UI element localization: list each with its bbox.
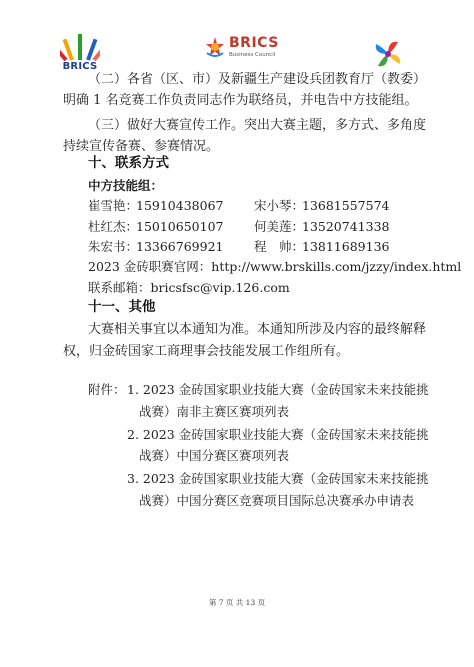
attachment-label: 附件：: [88, 382, 126, 397]
section-10-heading: 十、联系方式: [88, 155, 169, 171]
brics-business-council-logo: [203, 35, 283, 65]
contact-name: 程 帅：: [254, 239, 305, 254]
attachment-1-line-1: 1. 2023 金砖国家职业技能大赛（金砖国家未来技能挑: [127, 382, 429, 397]
brics-logo: [60, 30, 100, 74]
website-label: 2023 金砖职赛官网：: [88, 259, 212, 274]
website-row: [88, 258, 461, 276]
contact-name: 杜红杰：: [88, 219, 139, 234]
brics-logo-text: BRICS: [62, 61, 98, 72]
attachment-3-line-2: 战赛）中国分赛区竞赛项目国际总决赛承办申请表: [139, 493, 415, 508]
contact-phone: 15010650107: [136, 219, 224, 234]
other-line-1: 大赛相关事宜以本通知为准。本通知所涉及内容的最终解释: [88, 322, 427, 337]
page-number: 第 7 页 共 13 页: [208, 598, 266, 607]
brics-flag-fan-icon: [60, 30, 100, 62]
pinwheel-logo: [370, 36, 406, 72]
email-label: 联系邮箱：: [88, 280, 151, 295]
attachment-2-line-2: 战赛）中国分赛区赛项列表: [139, 448, 290, 463]
contact-phone: 13811689136: [302, 239, 390, 254]
council-logo-subtitle: Business Council: [229, 52, 276, 58]
para-3-line-1: （三）做好大赛宣传工作。突出大赛主题，多方式、多角度: [88, 118, 427, 133]
para-3-line-2: 持续宣传备赛、参赛情况。: [63, 139, 220, 154]
contact-name: 崔雪艳：: [88, 198, 139, 213]
contact-phone: 13520741338: [302, 219, 390, 234]
contact-name: 何美莲：: [254, 219, 305, 234]
para-2-line-1: （二）各省（区、市）及新疆生产建设兵团教育厅（教委）: [88, 72, 427, 87]
para-2-line-2: 明确 1 名竞赛工作负责同志作为联络员，并电告中方技能组。: [63, 93, 418, 108]
group-label: 中方技能组：: [88, 178, 164, 193]
contact-row-1: [88, 197, 389, 215]
contact-phone: 13366769921: [136, 239, 224, 254]
attachment-3-line-1: 3. 2023 金砖国家职业技能大赛（金砖国家未来技能挑: [127, 471, 429, 486]
website-link[interactable]: http://www.brskills.com/jzzy/index.html: [211, 259, 462, 274]
other-line-2: 权，归金砖国家工商理事会技能发展工作组所有。: [63, 344, 350, 359]
contact-phone: 13681557574: [302, 198, 390, 213]
email-row: [88, 279, 290, 297]
contact-name: 宋小琴：: [254, 198, 305, 213]
section-11-heading: 十一、其他: [88, 299, 156, 315]
council-emblem-icon: [203, 35, 227, 59]
council-logo-title: BRICS: [229, 35, 279, 51]
contact-name: 朱宏书：: [88, 239, 139, 254]
attachment-1-line-2: 战赛）南非主赛区赛项列表: [139, 404, 290, 419]
attachment-2-line-1: 2. 2023 金砖国家职业技能大赛（金砖国家未来技能挑: [127, 427, 429, 442]
email-link[interactable]: bricsfsc@vip.126.com: [150, 280, 290, 295]
contact-row-3: [88, 238, 389, 256]
pinwheel-icon: [370, 36, 406, 72]
contact-phone: 15910438067: [136, 198, 224, 213]
contact-row-2: [88, 218, 389, 236]
